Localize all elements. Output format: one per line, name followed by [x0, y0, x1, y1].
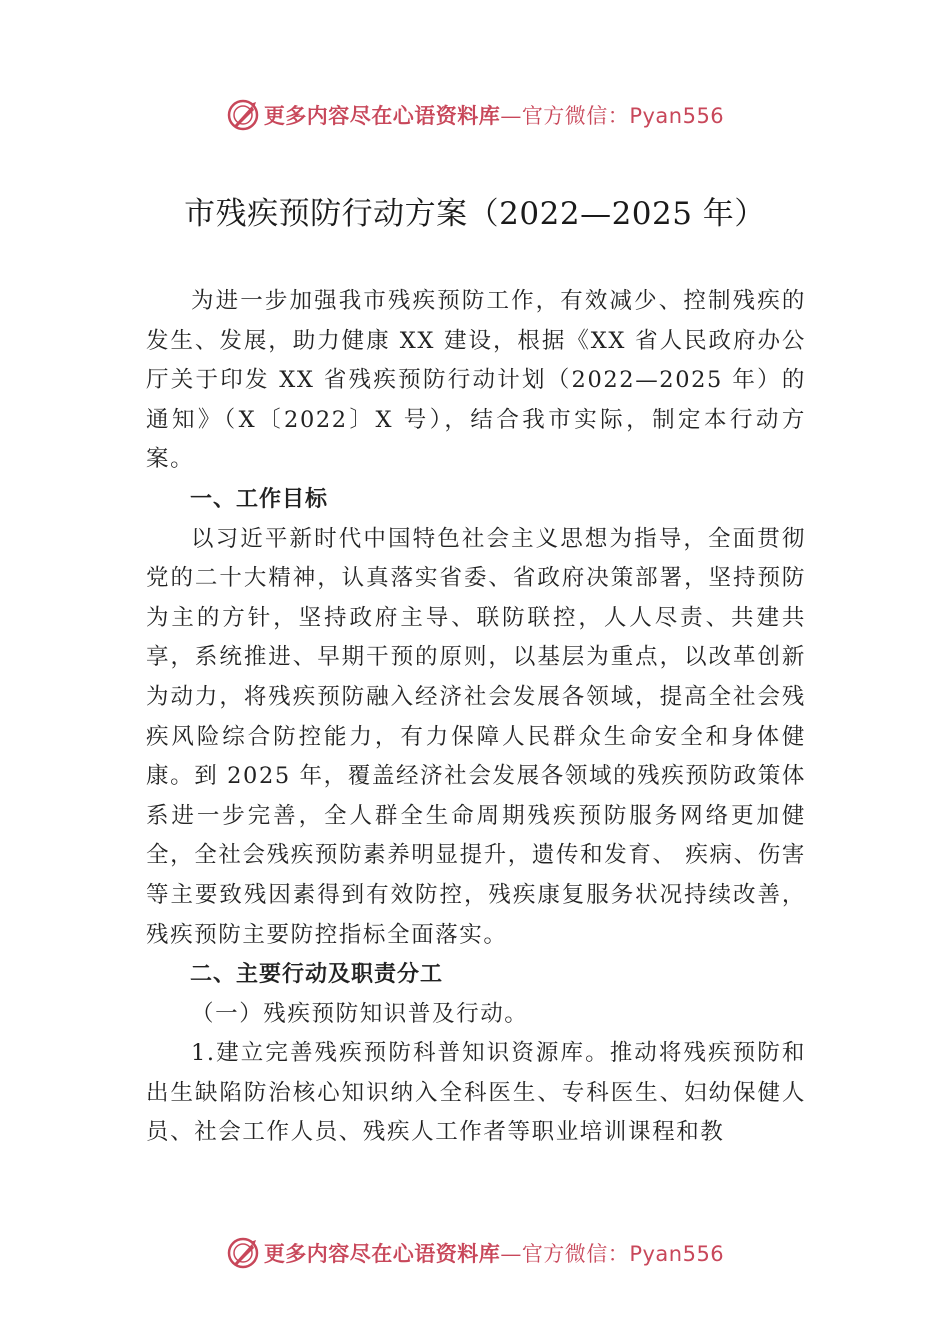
document-body: [146, 282, 806, 1153]
watermark-text: 更多内容尽在心语资料库—官方微信：Pyan556: [263, 1241, 725, 1266]
subsection-heading-knowledge: （一）残疾预防知识普及行动。: [191, 1000, 529, 1027]
intro-paragraph: 为进一步加强我市残疾预防工作，有效减少、控制残疾的发生、发展，助力健康 XX 建设，根据《XX 省人民政府办公厅关于印发 XX 省残疾预防行动计划（2022—2025 年）的通知》（X〔2022〕X 号），结合我市实际，制定本行动方案。: [146, 288, 806, 473]
watermark-text: 更多内容尽在心语资料库—官方微信：Pyan556: [263, 103, 725, 128]
document-title: 市残疾预防行动方案（2022—2025 年）: [184, 196, 766, 232]
quill-logo-icon: [226, 1236, 260, 1270]
section-heading-goals: 一、工作目标: [190, 486, 329, 512]
quill-logo-icon: [226, 98, 260, 132]
action-item-paragraph: 1.建立完善残疾预防科普知识资源库。推动将残疾预防和出生缺陷防治核心知识纳入全科医生、专科医生、妇幼保健人员、社会工作人员、残疾人工作者等职业培训课程和教: [146, 1040, 806, 1146]
watermark-banner-top: [0, 95, 950, 135]
goals-paragraph: 以习近平新时代中国特色社会主义思想为指导，全面贯彻党的二十大精神，认真落实省委、省政府决策部署，坚持预防为主的方针，坚持政府主导、联防联控，人人尽责、共建共享，系统推进、早期干预的原则，以基层为重点，以改革创新为动力，将残疾预防融入经济社会发展各领域，提高全社会残疾风险综合防控能力，有力保障人民群众生命安全和身体健康。到 2025 年，覆盖经济社会发展各领域的残疾预防政策体系进一步完善，全人群全生命周期残疾预防服务网络更加健全，全社会残疾预防素养明显提升，遗传和发育、 疾病、伤害等主要致残因素得到有效防控，残疾康复服务状况持续改善，残疾预防主要防控指标全面落实。: [146, 525, 806, 948]
watermark-banner-bottom: [0, 1233, 950, 1273]
section-heading-actions: 二、主要行动及职责分工: [190, 962, 444, 988]
